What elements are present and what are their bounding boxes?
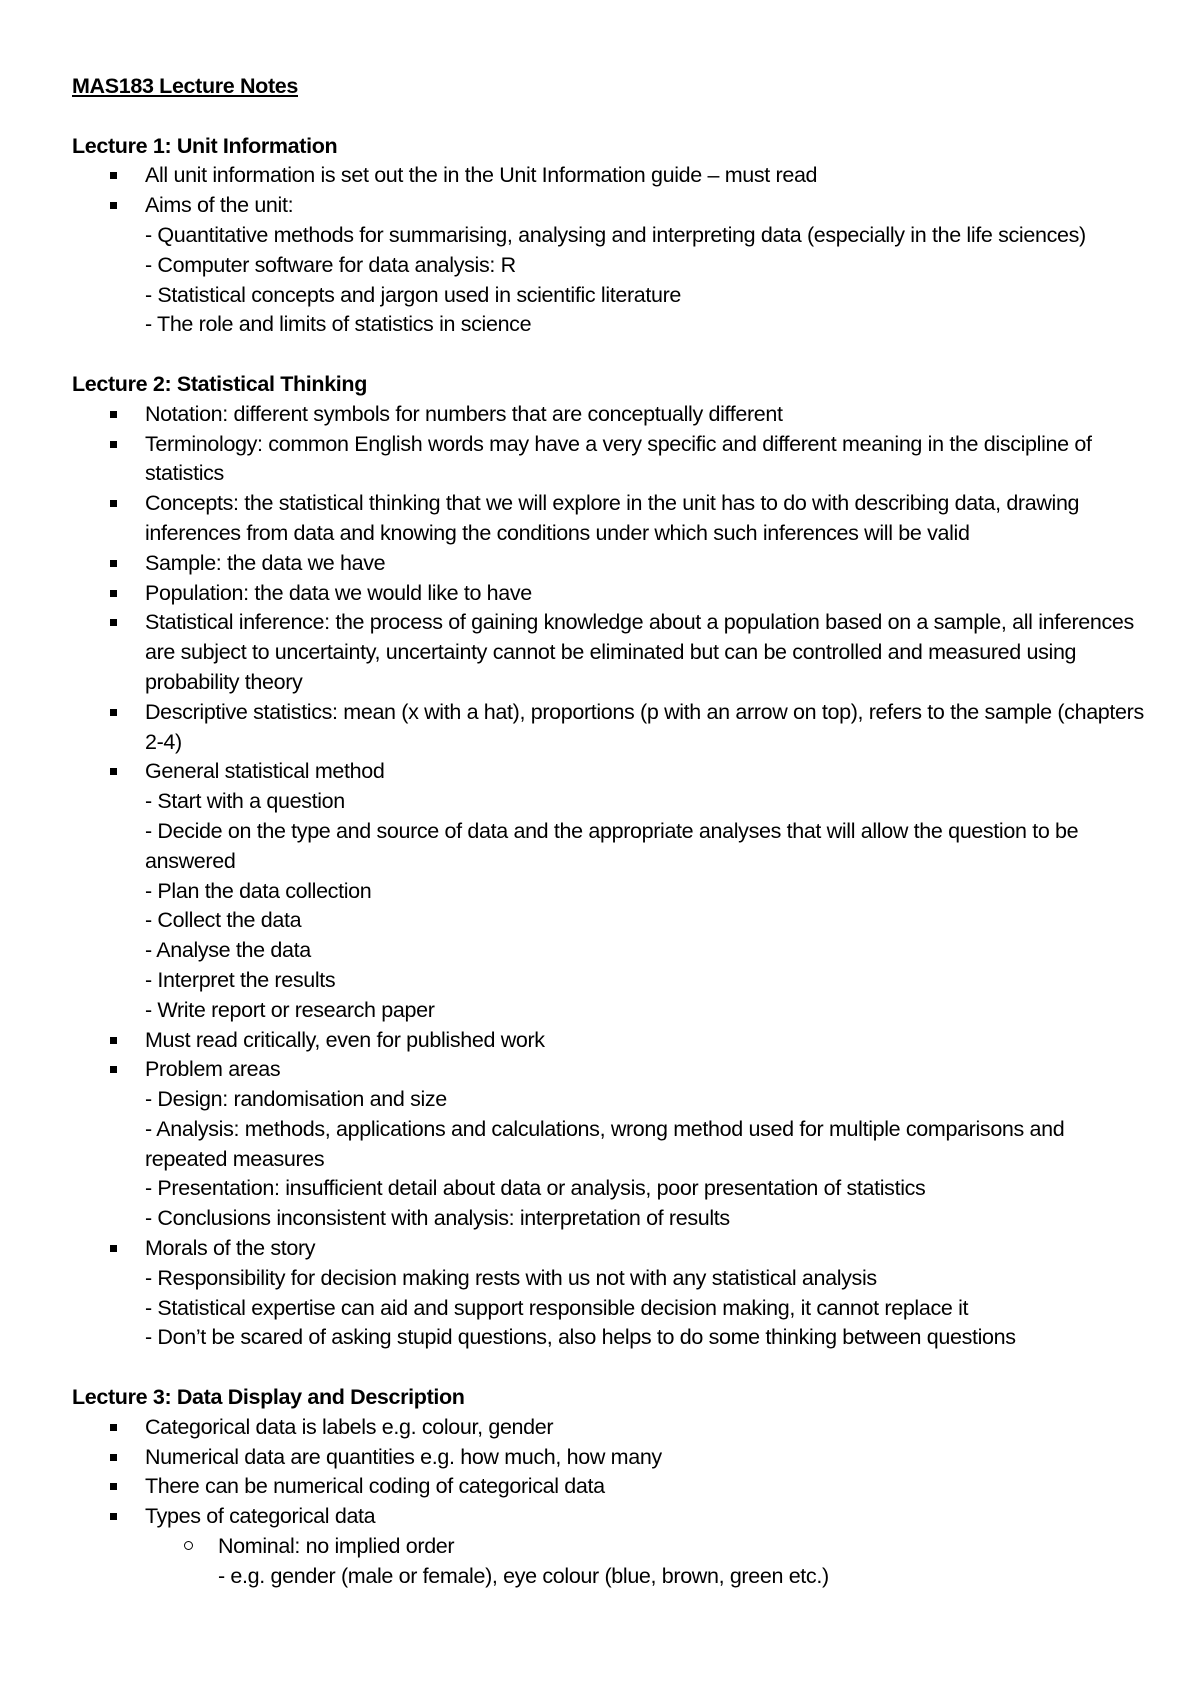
sub-line: - Write report or research paper <box>145 997 435 1022</box>
bullet-item <box>145 1502 1152 1591</box>
bullet-text: Population: the data we would like to have <box>145 580 532 605</box>
sub-line: - Conclusions inconsistent with analysis: interpretation of results <box>145 1206 730 1231</box>
bullet-item <box>145 698 1152 758</box>
sub-line: - Analyse the data <box>145 938 311 963</box>
bullet-text: Aims of the unit: <box>145 193 294 218</box>
bullet-text: Categorical data is labels e.g. colour, gender <box>145 1414 554 1439</box>
bullet-text: Statistical inference: the process of gaining knowledge about a population based on a sample, all inferences are subject to uncertainty, uncertainty cannot be eliminated but can be controlled and measured using probability theory <box>145 610 1134 694</box>
lecture-3-heading: Lecture 3: Data Display and Description <box>72 1385 465 1410</box>
bullet-item <box>145 549 1152 579</box>
lecture-2-heading: Lecture 2: Statistical Thinking <box>72 371 367 396</box>
sub-line: - Don’t be scared of asking stupid questions, also helps to do some thinking between questions <box>145 1325 1016 1350</box>
lecture-2-bullet-list <box>72 400 1152 1354</box>
bullet-text: Problem areas <box>145 1057 281 1082</box>
circle-item <box>218 1532 1152 1592</box>
circle-item-text: Nominal: no implied order <box>218 1534 455 1559</box>
bullet-item <box>145 489 1152 549</box>
sub-line: - Interpret the results <box>145 967 336 992</box>
bullet-item <box>145 1026 1152 1056</box>
bullet-text: Terminology: common English words may have a very specific and different meaning in the discipline of statistics <box>145 431 1092 486</box>
lecture-1-section <box>72 132 1152 341</box>
bullet-item <box>145 1472 1152 1502</box>
lecture-3-bullet-list <box>72 1413 1152 1592</box>
bullet-item <box>145 1413 1152 1443</box>
lecture-2-section <box>72 370 1152 1353</box>
lecture-1-heading: Lecture 1: Unit Information <box>72 133 338 158</box>
bullet-item <box>145 757 1152 1025</box>
sub-line: - Plan the data collection <box>145 878 372 903</box>
document-title: MAS183 Lecture Notes <box>72 74 298 98</box>
sub-line: - e.g. gender (male or female), eye colour (blue, brown, green etc.) <box>218 1563 829 1588</box>
bullet-text: Types of categorical data <box>145 1504 376 1529</box>
bullet-text: Notation: different symbols for numbers that are conceptually different <box>145 401 783 426</box>
sub-line: - Design: randomisation and size <box>145 1087 447 1112</box>
bullet-item <box>145 1055 1152 1234</box>
bullet-text: Must read critically, even for published work <box>145 1027 545 1052</box>
lecture-3-section <box>72 1383 1152 1592</box>
bullet-item <box>145 400 1152 430</box>
sub-line: - Statistical concepts and jargon used in scientific literature <box>145 282 682 307</box>
sub-line: - Responsibility for decision making rests with us not with any statistical analysis <box>145 1265 877 1290</box>
bullet-text: All unit information is set out the in the Unit Information guide – must read <box>145 163 818 188</box>
sub-line: - Decide on the type and source of data and the appropriate analyses that will allow the question to be answered <box>145 818 1079 873</box>
bullet-item <box>145 608 1152 697</box>
sub-line: - Presentation: insufficient detail about data or analysis, poor presentation of statistics <box>145 1176 926 1201</box>
bullet-item <box>145 1443 1152 1473</box>
sub-line: - Statistical expertise can aid and support responsible decision making, it cannot replace it <box>145 1295 969 1320</box>
sub-line: - Quantitative methods for summarising, analysing and interpreting data (especially in the life sciences) <box>145 222 1086 247</box>
sub-line: - Analysis: methods, applications and calculations, wrong method used for multiple comparisons and repeated measures <box>145 1116 1065 1171</box>
sub-line: - Collect the data <box>145 908 302 933</box>
sub-line: - Computer software for data analysis: R <box>145 252 516 277</box>
sub-line: - The role and limits of statistics in science <box>145 312 532 337</box>
bullet-item <box>145 430 1152 490</box>
sub-line: - Start with a question <box>145 789 345 814</box>
document-page <box>72 72 1152 1592</box>
bullet-item <box>145 579 1152 609</box>
bullet-text: Concepts: the statistical thinking that we will explore in the unit has to do with describing data, drawing inferences from data and knowing the conditions under which such inferences will be valid <box>145 491 1080 545</box>
bullet-text: Numerical data are quantities e.g. how much, how many <box>145 1444 662 1469</box>
bullet-text: General statistical method <box>145 759 385 784</box>
bullet-text: Sample: the data we have <box>145 550 386 575</box>
nested-circle-list <box>145 1532 1152 1592</box>
bullet-text: There can be numerical coding of categorical data <box>145 1474 605 1499</box>
bullet-text: Morals of the story <box>145 1236 316 1261</box>
bullet-item <box>145 191 1152 340</box>
bullet-text: Descriptive statistics: mean (x with a hat), proportions (p with an arrow on top), refers to the sample (chapters 2-4) <box>145 699 1144 754</box>
lecture-1-bullet-list <box>72 161 1152 340</box>
bullet-item <box>145 1234 1152 1353</box>
bullet-item <box>145 161 1152 191</box>
